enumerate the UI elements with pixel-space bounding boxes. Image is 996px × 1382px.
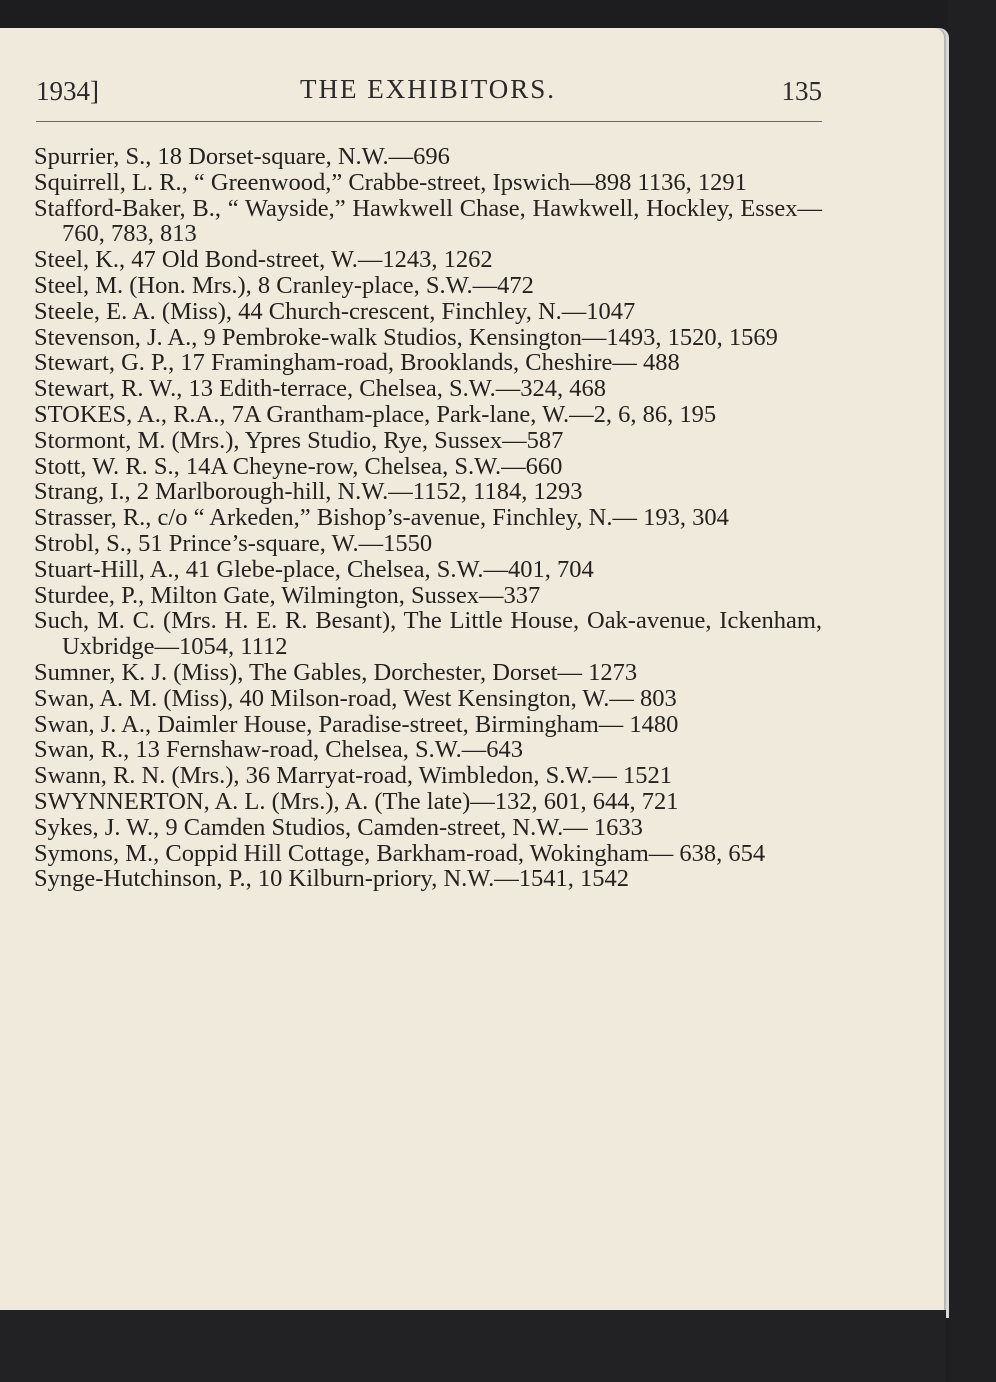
running-header [34, 72, 822, 112]
header-year: 1934] [36, 76, 99, 106]
exhibitor-entry: Steel, M. (Hon. Mrs.), 8 Cranley-place, S.W.—472 [34, 271, 534, 299]
exhibitor-entry: Sumner, K. J. (Miss), The Gables, Dorchester, Dorset— 1273 [34, 658, 638, 686]
exhibitor-entry: Swan, A. M. (Miss), 40 Milson-road, West Kensington, W.— 803 [34, 684, 677, 712]
exhibitor-entry: Sykes, J. W., 9 Camden Studios, Camden-street, N.W.— 1633 [34, 813, 643, 841]
exhibitor-entry: Swan, R., 13 Fernshaw-road, Chelsea, S.W.—643 [34, 736, 524, 764]
exhibitor-entry: Swann, R. N. (Mrs.), 36 Marryat-road, Wimbledon, S.W.— 1521 [34, 762, 672, 790]
exhibitor-entry: Steel, K., 47 Old Bond-street, W.—1243, 1262 [34, 246, 493, 274]
header-rule [36, 121, 822, 122]
exhibitor-entry: Squirrell, L. R., “ Greenwood,” Crabbe-street, Ipswich—898 1136, 1291 [34, 168, 747, 196]
exhibitor-entry: Stewart, G. P., 17 Framingham-road, Brooklands, Cheshire— 488 [34, 349, 680, 377]
exhibitor-list [34, 144, 822, 892]
exhibitor-entry: Stevenson, J. A., 9 Pembroke-walk Studios, Kensington—1493, 1520, 1569 [34, 323, 778, 351]
exhibitor-entry: Sturdee, P., Milton Gate, Wilmington, Sussex—337 [34, 581, 541, 609]
background-edge [948, 0, 996, 1382]
exhibitor-entry: Spurrier, S., 18 Dorset-square, N.W.—696 [34, 143, 450, 170]
exhibitor-entry: Steele, E. A. (Miss), 44 Church-crescent, Finchley, N.—1047 [34, 297, 636, 325]
exhibitor-entry: STOKES, A., R.A., 7A Grantham-place, Park-lane, W.—2, 6, 86, 195 [34, 400, 717, 428]
header-title: THE EXHIBITORS. [300, 74, 556, 104]
exhibitor-entry: Strasser, R., c/o “ Arkeden,” Bishop’s-avenue, Finchley, N.— 193, 304 [34, 504, 729, 532]
exhibitor-entry: Synge-Hutchinson, P., 10 Kilburn-priory, N.W.—1541, 1542 [34, 865, 630, 893]
exhibitor-entry: SWYNNERTON, A. L. (Mrs.), A. (The late)—132, 601, 644, 721 [34, 787, 679, 815]
exhibitor-entry: Strobl, S., 51 Prince’s-square, W.—1550 [34, 529, 433, 557]
exhibitor-entry: Symons, M., Coppid Hill Cottage, Barkham-road, Wokingham— 638, 654 [34, 839, 766, 867]
exhibitor-entry: Stormont, M. (Mrs.), Ypres Studio, Rye, Sussex—587 [34, 426, 564, 454]
exhibitor-entry: Stott, W. R. S., 14A Cheyne-row, Chelsea, S.W.—660 [34, 452, 563, 480]
exhibitor-entry: Such, M. C. (Mrs. H. E. R. Besant), The Little House, Oak-avenue, Ickenham, Uxbridge—1054, 1112 [34, 607, 822, 661]
exhibitor-entry: Stafford-Baker, B., “ Wayside,” Hawkwell Chase, Hawkwell, Hockley, Essex—760, 783, 813 [34, 194, 822, 248]
page-number: 135 [781, 76, 822, 106]
exhibitor-entry: Strang, I., 2 Marlborough-hill, N.W.—1152, 1184, 1293 [34, 478, 583, 506]
exhibitor-entry: Swan, J. A., Daimler House, Paradise-street, Birmingham— 1480 [34, 710, 679, 738]
exhibitor-entry: Stewart, R. W., 13 Edith-terrace, Chelsea, S.W.—324, 468 [34, 375, 607, 403]
exhibitor-entry: Stuart-Hill, A., 41 Glebe-place, Chelsea, S.W.—401, 704 [34, 555, 594, 583]
background-bottom [0, 1310, 946, 1382]
